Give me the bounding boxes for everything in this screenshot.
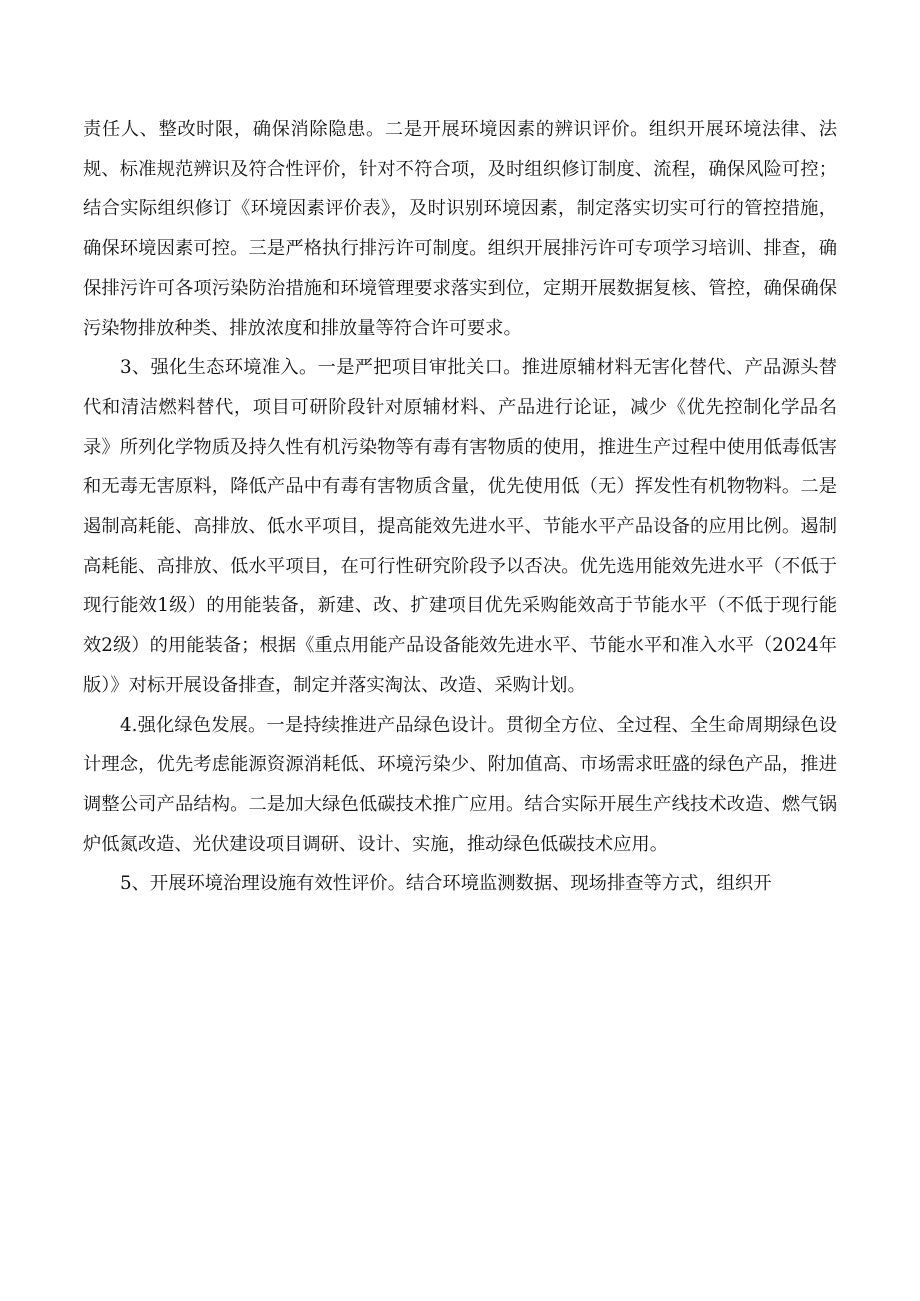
paragraph-ecological-access: 3、强化生态环境准入。一是严把项目审批关口。推进原辅材料无害化替代、产品源头替代和清洁燃料替代，项目可研阶段针对原辅材料、产品进行论证，减少《优先控制化学品名录》所列化学物质及持久性有机污染物等有毒有害物质的使用，推进生产过程中使用低毒低害和无毒无害原料，降低产品中有毒有害物质含量，优先使用低（无）挥发性有机物物料。二是遏制高耗能、高排放、低水平项目，提高能效先进水平、节能水平产品设备的应用比例。遏制高耗能、高排放、低水平项目，在可行性研究阶段予以否决。优先选用能效先进水平（不低于现行能效1级）的用能装备，新建、改、扩建项目优先采购能效高于节能水平（不低于现行能效2级）的用能装备；根据《重点用能产品设备能效先进水平、节能水平和准入水平（2024年版）》对标开展设备排查，制定并落实淘汰、改造、采购计划。: [83, 357, 837, 696]
paragraph-treatment-facility-evaluation: 5、开展环境治理设施有效性评价。结合环境监测数据、现场排查等方式，组织开: [120, 873, 772, 895]
paragraph-environment-management: 责任人、整改时限，确保消除隐患。二是开展环境因素的辨识评价。组织开展环境法律、法规、标准规范辨识及符合性评价，针对不符合项，及时组织修订制度、流程，确保风险可控；结合实际组织修订《环境因素评价表》，及时识别环境因素，制定落实切实可行的管控措施，确保环境因素可控。三是严格执行排污许可制度。组织开展排污许可专项学习培训、排查，确保排污许可各项污染防治措施和环境管理要求落实到位，定期开展数据复核、管控，确保确保污染物排放种类、排放浓度和排放量等符合许可要求。: [83, 119, 837, 339]
body-text: [83, 110, 837, 904]
paragraph-green-development: 4.强化绿色发展。一是持续推进产品绿色设计。贯彻全方位、全过程、全生命周期绿色设计理念，优先考虑能源资源消耗低、环境污染少、附加值高、市场需求旺盛的绿色产品，推进调整公司产品结构。二是加大绿色低碳技术推广应用。结合实际开展生产线技术改造、燃气锅炉低氮改造、光伏建设项目调研、设计、实施，推动绿色低碳技术应用。: [83, 714, 837, 855]
